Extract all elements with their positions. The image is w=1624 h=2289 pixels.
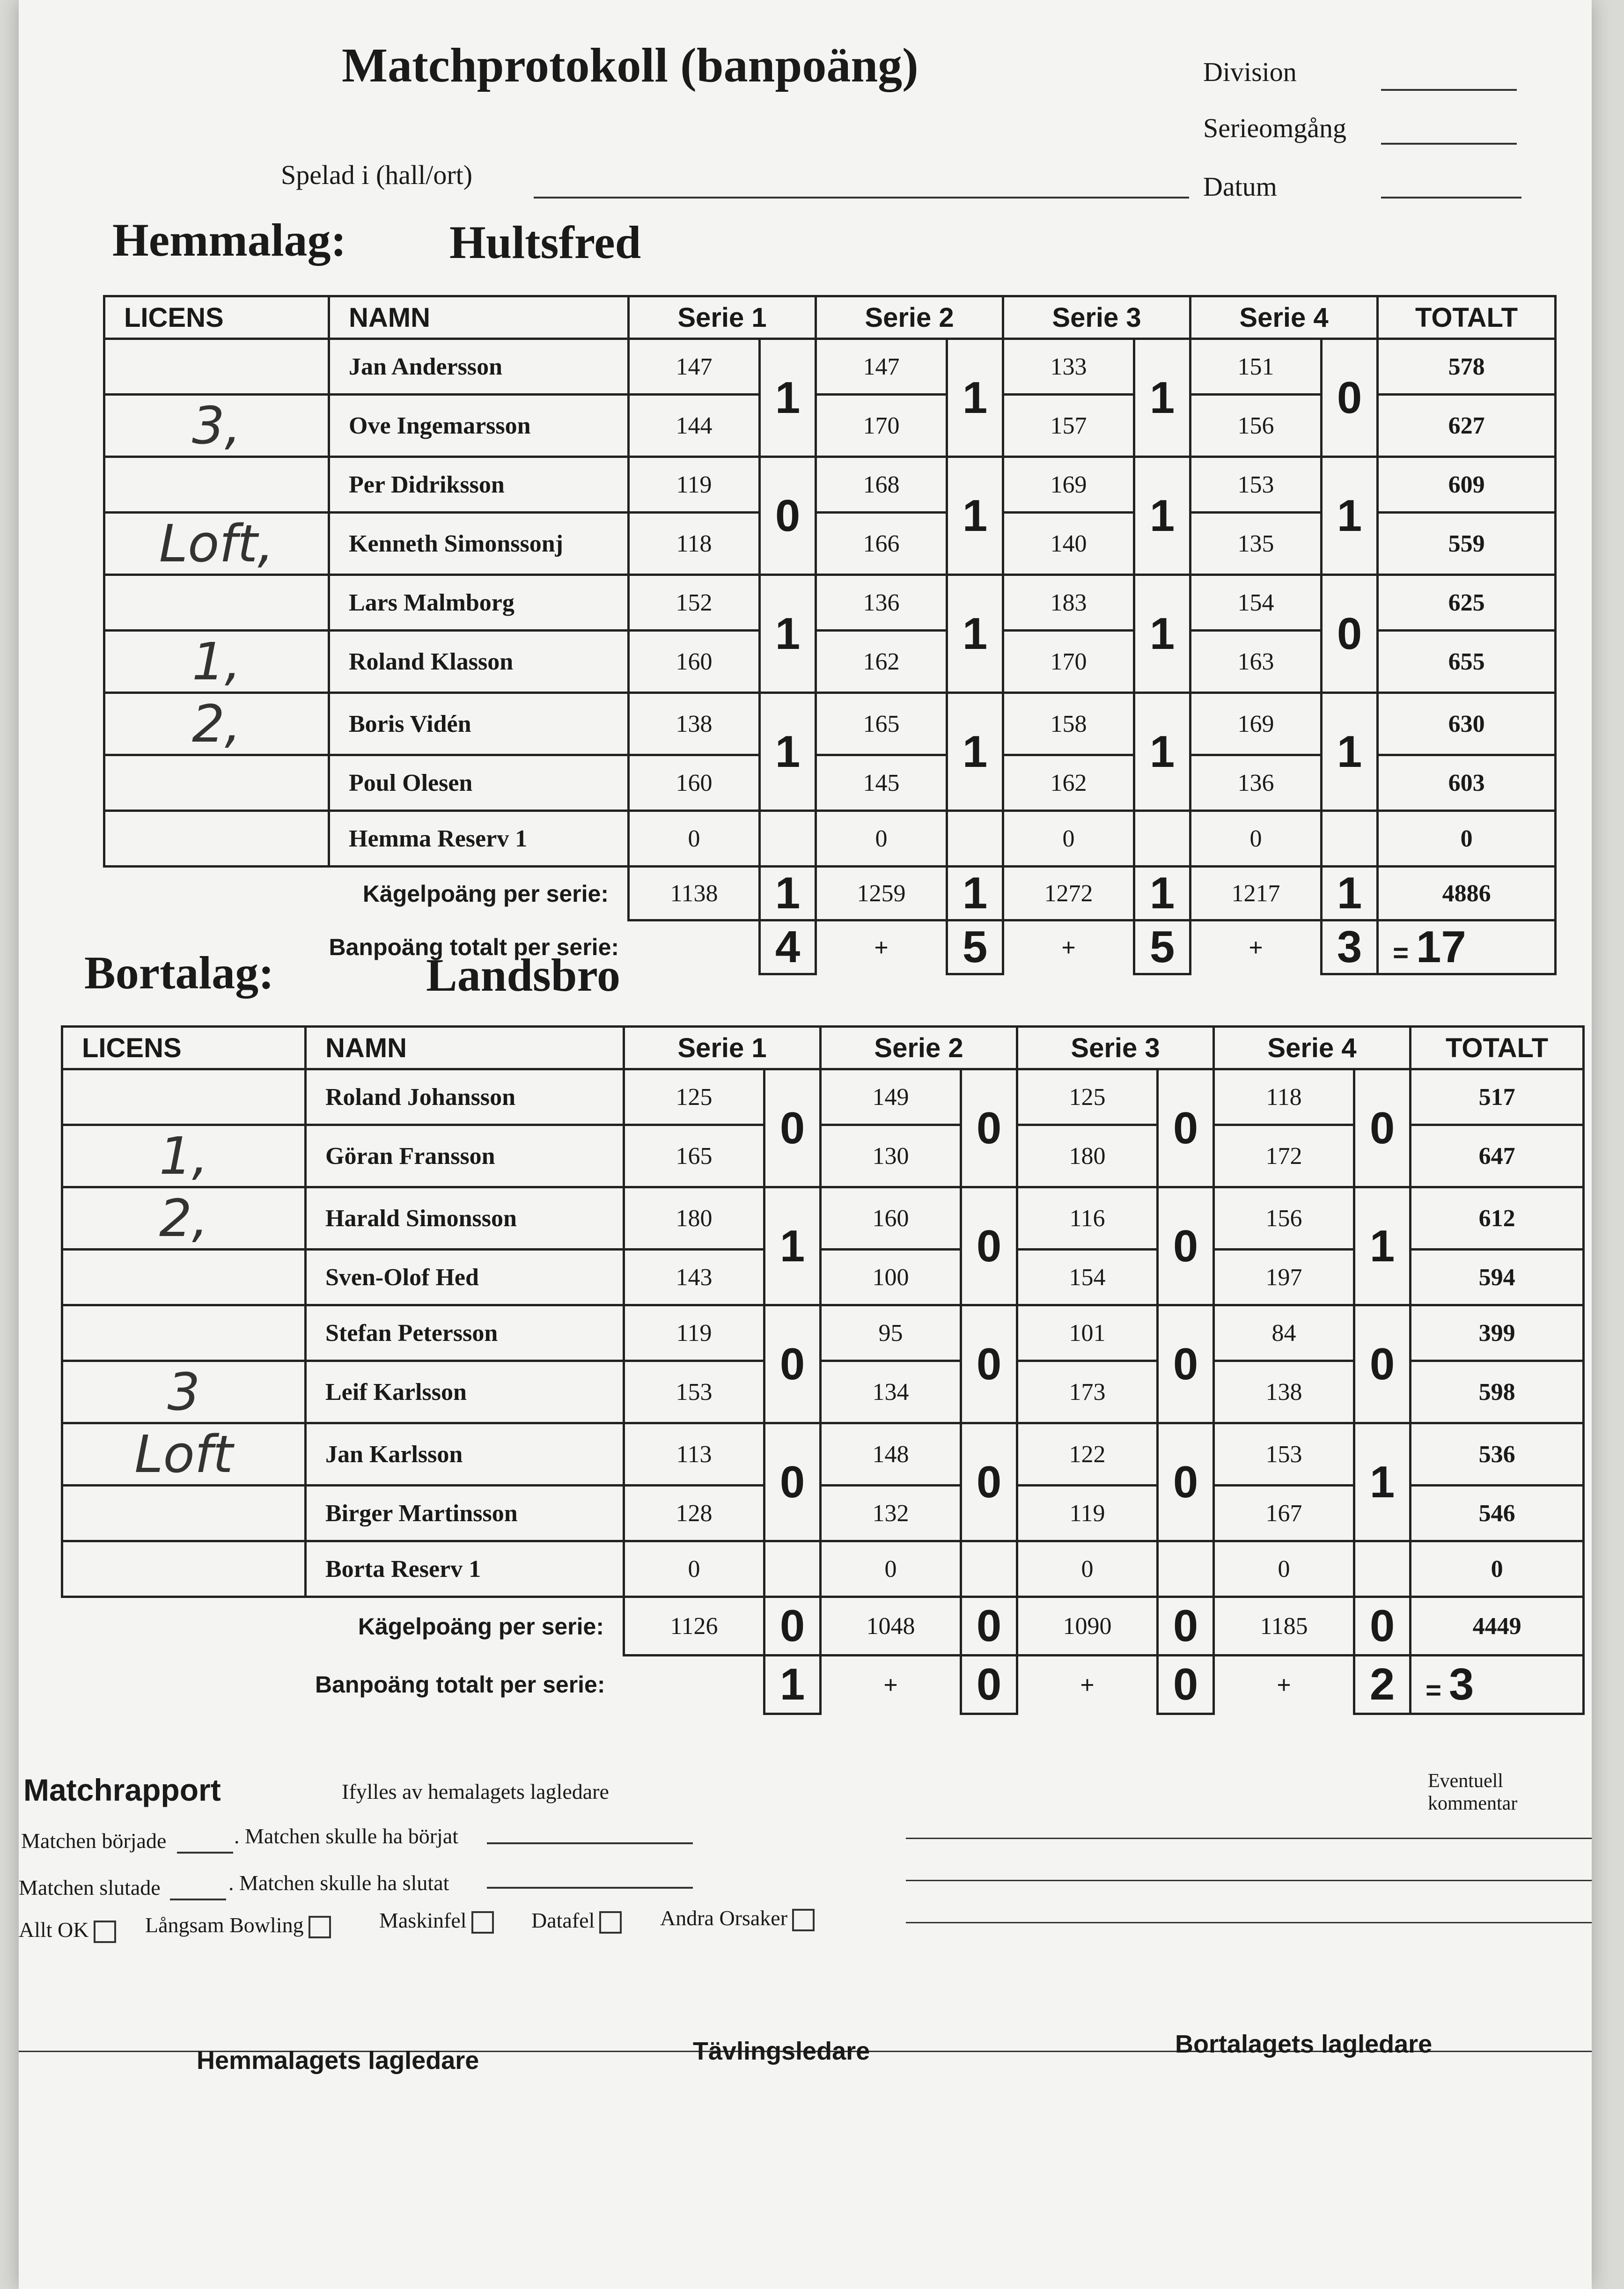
player-total: 627 — [1378, 395, 1556, 457]
score-s1: 125 — [624, 1069, 764, 1125]
should-start-line[interactable] — [487, 1842, 693, 1844]
score-s3: 119 — [1017, 1486, 1158, 1541]
should-end-label: . Matchen skulle ha slutat — [228, 1871, 449, 1895]
col-serie3: Serie 3 — [1017, 1027, 1214, 1069]
col-totalt: TOTALT — [1411, 1027, 1584, 1069]
licens-cell — [62, 1541, 306, 1597]
score-s2: 145 — [816, 755, 947, 811]
player-name: Boris Vidén — [329, 693, 629, 755]
bp-s1: 1 — [760, 575, 816, 693]
player-name: Per Didriksson — [329, 457, 629, 513]
checkbox-icon[interactable] — [309, 1916, 331, 1938]
player-name: Stefan Petersson — [306, 1305, 624, 1361]
round-label: Serieomgång — [1203, 113, 1347, 143]
player-total: 612 — [1411, 1187, 1584, 1250]
spacer — [629, 920, 760, 974]
score-s4: 153 — [1190, 457, 1322, 513]
bp-s2: 0 — [961, 1069, 1017, 1187]
score-s3: 173 — [1017, 1361, 1158, 1423]
col-serie3: Serie 3 — [1003, 296, 1190, 339]
licens-cell — [62, 1305, 306, 1361]
bp-s3-empty — [1134, 811, 1190, 867]
player-name: Ove Ingemarsson — [329, 395, 629, 457]
bp-s2: 0 — [961, 1423, 1017, 1541]
round-line — [1381, 143, 1517, 145]
score-s4: 172 — [1214, 1125, 1354, 1187]
licens-cell — [104, 755, 329, 811]
score-s1: 128 — [624, 1486, 764, 1541]
away-team-label: Bortalag: — [84, 947, 274, 999]
check-andra-orsaker[interactable] — [660, 1906, 815, 1931]
col-totalt: TOTALT — [1378, 296, 1556, 339]
bp-s1: 1 — [760, 693, 816, 811]
player-total: 647 — [1411, 1125, 1584, 1187]
bp-s4: 1 — [1322, 693, 1378, 811]
home-banpoang-s3: 5 — [1134, 920, 1190, 974]
comment-line-3[interactable] — [906, 1922, 1592, 1923]
away-leader-signature: Bortalagets lagledare — [1175, 2030, 1433, 2058]
bp-s3: 1 — [1134, 693, 1190, 811]
score-s3: 0 — [1017, 1541, 1158, 1597]
col-serie2: Serie 2 — [821, 1027, 1017, 1069]
comment-label: Eventuell kommentar — [1428, 1770, 1518, 1814]
score-s1: 160 — [629, 755, 760, 811]
home-score-table — [103, 295, 1557, 975]
score-s3: 122 — [1017, 1423, 1158, 1486]
equals-sign: = — [1393, 938, 1409, 968]
score-s2: 162 — [816, 631, 947, 693]
score-s1: 113 — [624, 1423, 764, 1486]
licens-cell — [104, 575, 329, 631]
home-kagel-label: Kägelpoäng per serie: — [362, 881, 609, 907]
player-total: 625 — [1378, 575, 1556, 631]
played-line — [534, 197, 1189, 199]
player-total: 559 — [1378, 513, 1556, 575]
bp-s3: 0 — [1158, 1423, 1214, 1541]
col-licens: LICENS — [104, 296, 329, 339]
table-row — [62, 1187, 1584, 1250]
comment-line-2[interactable] — [906, 1880, 1592, 1881]
col-serie2: Serie 2 — [816, 296, 1003, 339]
player-total: 517 — [1411, 1069, 1584, 1125]
table-row — [104, 575, 1556, 631]
score-s4: 163 — [1190, 631, 1322, 693]
score-s4: 84 — [1214, 1305, 1354, 1361]
home-kagel-bp-s1: 1 — [760, 867, 816, 920]
away-kagel-bp-s3: 0 — [1158, 1597, 1214, 1656]
player-total: 0 — [1378, 811, 1556, 867]
bp-s1-empty — [760, 811, 816, 867]
licens-cell — [62, 1486, 306, 1541]
licens-cell — [62, 1250, 306, 1305]
col-serie4: Serie 4 — [1214, 1027, 1411, 1069]
away-kagel-s3: 1090 — [1017, 1597, 1158, 1656]
check-datafel-label: Datafel — [531, 1908, 595, 1932]
player-total: 603 — [1378, 755, 1556, 811]
bp-s2: 1 — [947, 693, 1003, 811]
home-banpoang-total: 17 — [1416, 922, 1466, 972]
table-row — [104, 457, 1556, 513]
player-total: 0 — [1411, 1541, 1584, 1597]
player-name: Poul Olesen — [329, 755, 629, 811]
home-kagel-bp-s3: 1 — [1134, 867, 1190, 920]
player-total: 536 — [1411, 1423, 1584, 1486]
table-row — [104, 693, 1556, 755]
home-banpoang-s1: 4 — [760, 920, 816, 974]
played-label: Spelad i (hall/ort) — [281, 160, 473, 190]
bp-s4: 0 — [1354, 1305, 1411, 1423]
score-s4: 167 — [1214, 1486, 1354, 1541]
col-namn: NAMN — [329, 296, 629, 339]
should-start-label: . Matchen skulle ha börjat — [234, 1824, 459, 1848]
licens-cell: 2, — [62, 1187, 306, 1250]
score-s4: 197 — [1214, 1250, 1354, 1305]
score-s2: 170 — [816, 395, 947, 457]
score-s3: 125 — [1017, 1069, 1158, 1125]
score-s2: 147 — [816, 339, 947, 395]
home-kagel-bp-s2: 1 — [947, 867, 1003, 920]
check-langsam-bowling[interactable] — [145, 1913, 331, 1938]
player-name: Hemma Reserv 1 — [329, 811, 629, 867]
away-kagel-total: 4449 — [1411, 1597, 1584, 1656]
score-s2: 130 — [821, 1125, 961, 1187]
away-team-name: Landsbro — [426, 949, 621, 1001]
bp-s2-empty — [961, 1541, 1017, 1597]
score-s3: 180 — [1017, 1125, 1158, 1187]
score-s3: 170 — [1003, 631, 1134, 693]
player-name: Sven-Olof Hed — [306, 1250, 624, 1305]
competition-leader-signature: Tävlingsledare — [693, 2037, 870, 2065]
col-serie1: Serie 1 — [624, 1027, 821, 1069]
player-total: 594 — [1411, 1250, 1584, 1305]
player-total: 598 — [1411, 1361, 1584, 1423]
checkbox-icon[interactable] — [94, 1921, 116, 1943]
check-maskinfel[interactable] — [379, 1908, 494, 1934]
away-kagel-bp-s4: 0 — [1354, 1597, 1411, 1656]
home-banpoang-label: Banpoäng totalt per serie: — [329, 934, 619, 960]
player-name: Roland Klasson — [329, 631, 629, 693]
bp-s3: 0 — [1158, 1305, 1214, 1423]
bp-s1: 0 — [764, 1069, 821, 1187]
bp-s2: 1 — [947, 575, 1003, 693]
licens-cell: 3, — [104, 395, 329, 457]
check-allt-ok[interactable] — [19, 1917, 116, 1943]
player-name: Birger Martinsson — [306, 1486, 624, 1541]
bp-s1-empty — [764, 1541, 821, 1597]
score-s3: 154 — [1017, 1250, 1158, 1305]
home-leader-signature: Hemmalagets lagledare — [197, 2046, 479, 2075]
check-allt-ok-label: Allt OK — [19, 1918, 89, 1942]
score-s3: 116 — [1017, 1187, 1158, 1250]
score-s1: 119 — [624, 1305, 764, 1361]
home-banpoang-s4: 3 — [1322, 920, 1378, 974]
started-label: Matchen började — [21, 1829, 167, 1853]
division-line — [1381, 89, 1517, 91]
bp-s4: 1 — [1322, 457, 1378, 575]
score-s2: 0 — [816, 811, 947, 867]
col-licens: LICENS — [62, 1027, 306, 1069]
bp-s4: 0 — [1354, 1069, 1411, 1187]
player-name: Borta Reserv 1 — [306, 1541, 624, 1597]
score-s3: 0 — [1003, 811, 1134, 867]
player-total: 578 — [1378, 339, 1556, 395]
check-langsam-label: Långsam Bowling — [145, 1913, 304, 1937]
score-s3: 101 — [1017, 1305, 1158, 1361]
score-s4: 138 — [1214, 1361, 1354, 1423]
col-serie1: Serie 1 — [629, 296, 816, 339]
should-end-line[interactable] — [487, 1887, 693, 1889]
licens-cell — [104, 339, 329, 395]
licens-cell: 3 — [62, 1361, 306, 1423]
comment-line-1[interactable] — [906, 1838, 1592, 1839]
bp-s2: 1 — [947, 339, 1003, 457]
player-name: Harald Simonsson — [306, 1187, 624, 1250]
score-s1: 143 — [624, 1250, 764, 1305]
check-andra-label: Andra Orsaker — [660, 1906, 788, 1930]
plus-sign: + — [1277, 1671, 1291, 1700]
checkbox-icon[interactable] — [599, 1911, 622, 1934]
score-s1: 0 — [624, 1541, 764, 1597]
player-name: Jan Karlsson — [306, 1423, 624, 1486]
score-s2: 0 — [821, 1541, 961, 1597]
score-s3: 140 — [1003, 513, 1134, 575]
score-s4: 154 — [1190, 575, 1322, 631]
score-s3: 162 — [1003, 755, 1134, 811]
bp-s4: 1 — [1354, 1423, 1411, 1541]
away-banpoang-label: Banpoäng totalt per serie: — [315, 1671, 605, 1698]
bp-s1: 0 — [760, 457, 816, 575]
division-label: Division — [1203, 57, 1297, 87]
player-name: Roland Johansson — [306, 1069, 624, 1125]
player-total: 399 — [1411, 1305, 1584, 1361]
bp-s3: 0 — [1158, 1187, 1214, 1305]
home-kagel-s2: 1259 — [816, 867, 947, 920]
away-score-table — [61, 1025, 1585, 1715]
player-name: Kenneth Simonssonj — [329, 513, 629, 575]
bp-s4: 1 — [1354, 1187, 1411, 1305]
home-team-label: Hemmalag: — [112, 214, 346, 266]
licens-cell: Loft — [62, 1423, 306, 1486]
bp-s3: 1 — [1134, 339, 1190, 457]
player-name: Jan Andersson — [329, 339, 629, 395]
score-s4: 135 — [1190, 513, 1322, 575]
checkbox-icon[interactable] — [792, 1909, 815, 1931]
score-s3: 133 — [1003, 339, 1134, 395]
bp-s3-empty — [1158, 1541, 1214, 1597]
report-subtitle: Ifylles av hemalagets lagledare — [342, 1780, 609, 1803]
score-s4: 0 — [1190, 811, 1322, 867]
bp-s4: 0 — [1322, 575, 1378, 693]
bp-s4-empty — [1354, 1541, 1411, 1597]
check-datafel[interactable] — [531, 1908, 622, 1934]
licens-cell — [62, 1069, 306, 1125]
date-line — [1381, 197, 1521, 199]
protocol-sheet — [19, 0, 1592, 2289]
bp-s1: 0 — [764, 1305, 821, 1423]
away-banpoang-s4: 2 — [1354, 1656, 1411, 1714]
player-total: 655 — [1378, 631, 1556, 693]
bp-s1: 1 — [764, 1187, 821, 1305]
player-total: 609 — [1378, 457, 1556, 513]
licens-cell: 2, — [104, 693, 329, 755]
licens-cell: Loft, — [104, 513, 329, 575]
col-serie4: Serie 4 — [1190, 296, 1378, 339]
home-banpoang-total-cell — [1378, 920, 1556, 974]
home-team-name: Hultsfred — [449, 216, 641, 268]
score-s1: 118 — [629, 513, 760, 575]
page-title: Matchprotokoll (banpoäng) — [342, 38, 919, 92]
away-player-rows — [62, 1069, 1584, 1597]
score-s2: 136 — [816, 575, 947, 631]
player-total: 546 — [1411, 1486, 1584, 1541]
spacer — [104, 867, 329, 920]
table-row — [62, 1541, 1584, 1597]
away-kagel-label: Kägelpoäng per serie: — [358, 1613, 604, 1640]
bp-s2-empty — [947, 811, 1003, 867]
table-row — [62, 1423, 1584, 1486]
score-s4: 136 — [1190, 755, 1322, 811]
score-s2: 148 — [821, 1423, 961, 1486]
bp-s3: 0 — [1158, 1069, 1214, 1187]
ended-label: Matchen slutade — [19, 1876, 161, 1899]
player-name: Lars Malmborg — [329, 575, 629, 631]
score-s4: 151 — [1190, 339, 1322, 395]
score-s1: 180 — [624, 1187, 764, 1250]
licens-cell — [104, 457, 329, 513]
home-kagel-s1: 1138 — [629, 867, 760, 920]
bp-s3: 1 — [1134, 575, 1190, 693]
score-s1: 119 — [629, 457, 760, 513]
score-s1: 153 — [624, 1361, 764, 1423]
away-banpoang-s3: 0 — [1158, 1656, 1214, 1714]
away-kagel-s1: 1126 — [624, 1597, 764, 1656]
plus-sign: + — [883, 1671, 898, 1700]
score-s3: 183 — [1003, 575, 1134, 631]
plus-sign: + — [874, 934, 889, 962]
away-kagel-bp-s2: 0 — [961, 1597, 1017, 1656]
spacer — [62, 1656, 306, 1714]
home-player-rows — [104, 339, 1556, 867]
ended-line[interactable] — [170, 1899, 226, 1900]
checkbox-icon[interactable] — [471, 1911, 494, 1934]
plus-sign: + — [1080, 1671, 1095, 1700]
score-s3: 158 — [1003, 693, 1134, 755]
score-s2: 149 — [821, 1069, 961, 1125]
bp-s2: 1 — [947, 457, 1003, 575]
score-s2: 160 — [821, 1187, 961, 1250]
home-kagel-s3: 1272 — [1003, 867, 1134, 920]
score-s2: 132 — [821, 1486, 961, 1541]
score-s4: 0 — [1214, 1541, 1354, 1597]
score-s2: 95 — [821, 1305, 961, 1361]
home-kagel-total: 4886 — [1378, 867, 1556, 920]
score-s1: 165 — [624, 1125, 764, 1187]
score-s3: 157 — [1003, 395, 1134, 457]
table-row — [104, 811, 1556, 867]
score-s1: 160 — [629, 631, 760, 693]
home-banpoang-s2: 5 — [947, 920, 1003, 974]
score-s1: 144 — [629, 395, 760, 457]
away-banpoang-total: 3 — [1448, 1659, 1474, 1709]
score-s4: 118 — [1214, 1069, 1354, 1125]
report-title: Matchrapport — [23, 1773, 221, 1807]
away-kagel-s4: 1185 — [1214, 1597, 1354, 1656]
score-s1: 152 — [629, 575, 760, 631]
bp-s4-empty — [1322, 811, 1378, 867]
bp-s2: 0 — [961, 1305, 1017, 1423]
licens-cell — [104, 811, 329, 867]
score-s4: 153 — [1214, 1423, 1354, 1486]
score-s2: 166 — [816, 513, 947, 575]
table-row — [104, 339, 1556, 395]
home-kagel-s4: 1217 — [1190, 867, 1322, 920]
score-s4: 169 — [1190, 693, 1322, 755]
spacer — [624, 1656, 764, 1714]
spacer — [62, 1597, 306, 1656]
away-banpoang-s2: 0 — [961, 1656, 1017, 1714]
date-label: Datum — [1203, 171, 1277, 202]
bp-s1: 0 — [764, 1423, 821, 1541]
score-s2: 134 — [821, 1361, 961, 1423]
player-name: Göran Fransson — [306, 1125, 624, 1187]
score-s2: 168 — [816, 457, 947, 513]
bp-s2: 0 — [961, 1187, 1017, 1305]
licens-cell: 1, — [104, 631, 329, 693]
home-kagel-bp-s4: 1 — [1322, 867, 1378, 920]
col-namn: NAMN — [306, 1027, 624, 1069]
bp-s1: 1 — [760, 339, 816, 457]
player-total: 630 — [1378, 693, 1556, 755]
away-kagel-bp-s1: 0 — [764, 1597, 821, 1656]
started-line[interactable] — [177, 1852, 233, 1854]
licens-cell: 1, — [62, 1125, 306, 1187]
player-name: Leif Karlsson — [306, 1361, 624, 1423]
plus-sign: + — [1249, 934, 1263, 962]
away-banpoang-s1: 1 — [764, 1656, 821, 1714]
table-row — [62, 1069, 1584, 1125]
score-s2: 100 — [821, 1250, 961, 1305]
check-maskinfel-label: Maskinfel — [379, 1908, 467, 1932]
bp-s4: 0 — [1322, 339, 1378, 457]
score-s1: 0 — [629, 811, 760, 867]
table-row — [62, 1305, 1584, 1361]
score-s3: 169 — [1003, 457, 1134, 513]
away-kagel-s2: 1048 — [821, 1597, 961, 1656]
score-s4: 156 — [1190, 395, 1322, 457]
plus-sign: + — [1061, 934, 1076, 962]
score-s2: 165 — [816, 693, 947, 755]
equals-sign: = — [1426, 1675, 1441, 1706]
bp-s3: 1 — [1134, 457, 1190, 575]
score-s1: 138 — [629, 693, 760, 755]
score-s1: 147 — [629, 339, 760, 395]
score-s4: 156 — [1214, 1187, 1354, 1250]
away-banpoang-total-cell — [1411, 1656, 1584, 1714]
